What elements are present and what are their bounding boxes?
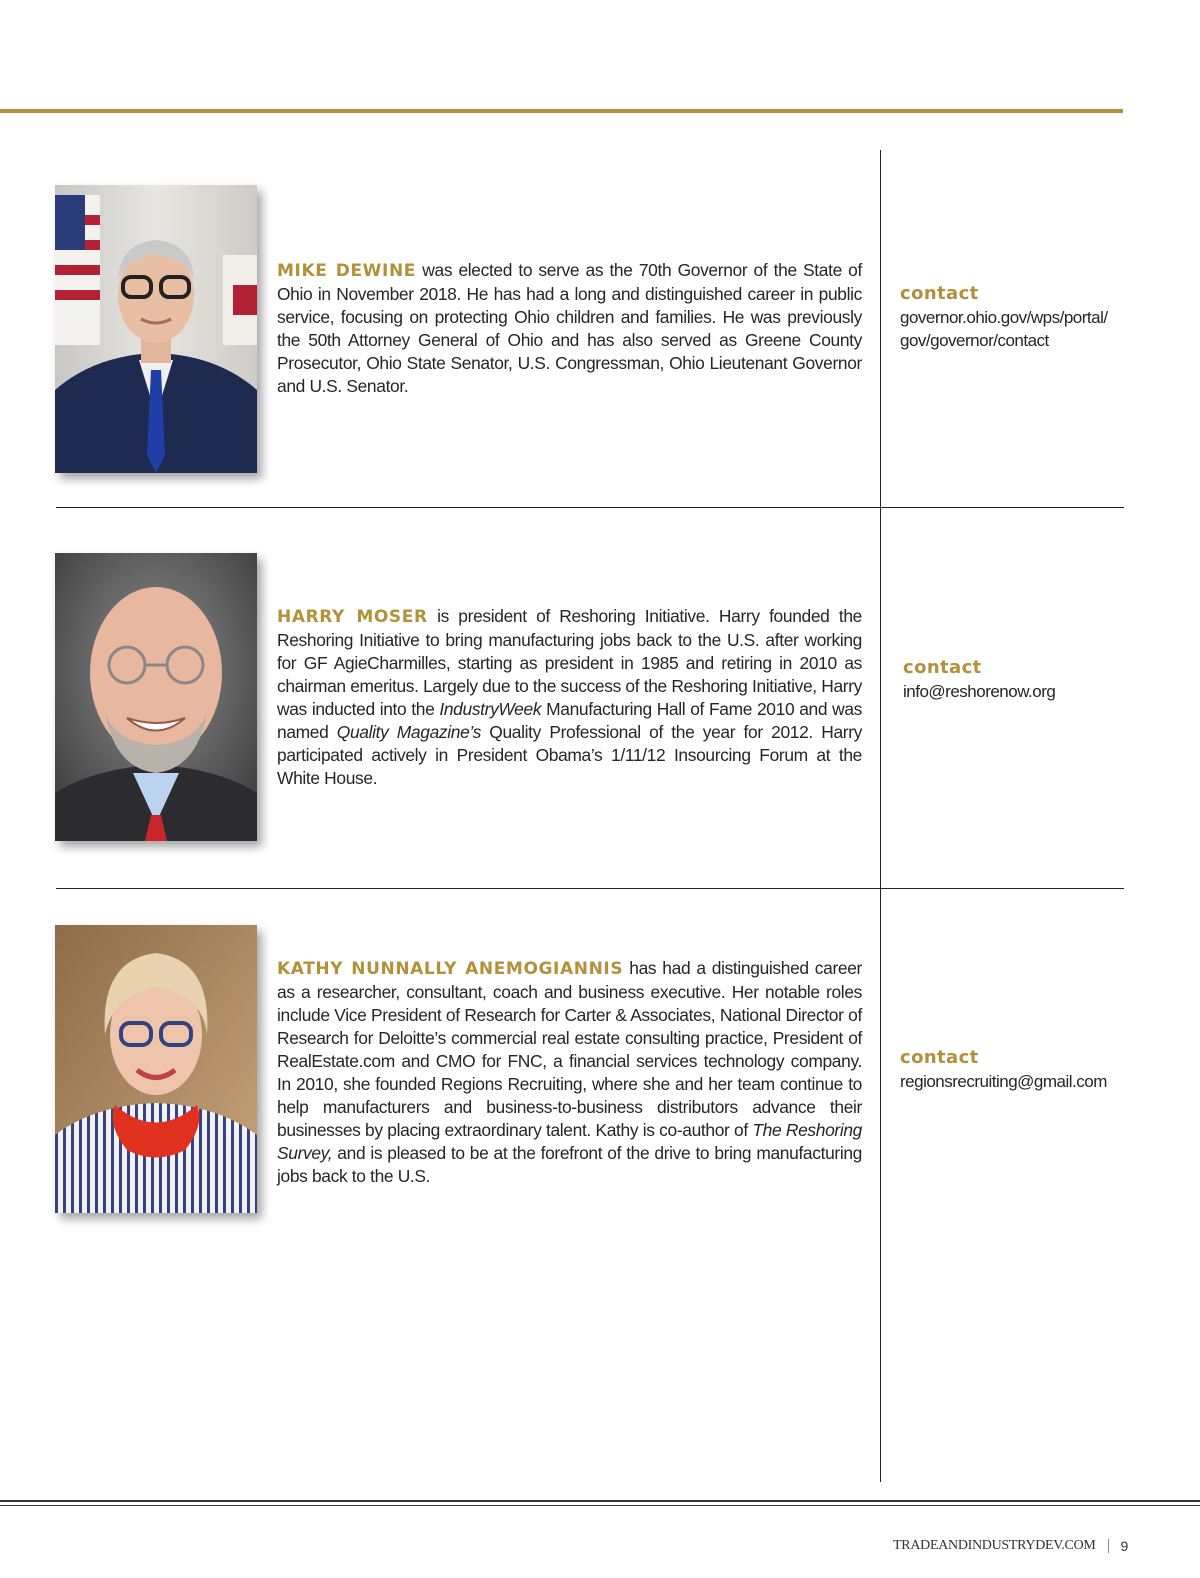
column-divider [880, 150, 881, 1482]
portrait-mike-dewine [55, 185, 257, 473]
footer-rule [0, 1505, 1200, 1506]
bio-text-italic: IndustryWeek [439, 699, 542, 719]
person-name: HARRY MOSER [277, 607, 428, 627]
footer-rule [0, 1500, 1200, 1502]
contact-url[interactable]: governor.ohio.gov/wps/portal/ [900, 308, 1108, 327]
person-name: KATHY NUNNALLY ANEMOGIANNIS [277, 959, 624, 979]
footer-site-url[interactable]: TRADEANDINDUSTRYDEV.COM [893, 1538, 1096, 1553]
bio-text: and is pleased to be at the forefront of the drive to bring manufacturing jobs back to the U.S. [277, 1143, 862, 1186]
contact-email[interactable]: info@reshorenow.org [903, 682, 1056, 701]
contact-label: contact [903, 657, 982, 678]
bio-harry-moser [277, 605, 862, 790]
contact-label: contact [900, 1047, 979, 1068]
bio-text: Manufacturing Hall of Fame 2010 and was named [277, 699, 862, 742]
bio-text: Quality Professional of the year for 2012. Harry participated actively in President Obama’s 1/11/12 Insourcing Forum at the White House. [277, 722, 863, 788]
row-divider [56, 888, 1124, 889]
bio-kathy-nunnally-anemogiannis [277, 957, 862, 1188]
contact-label: contact [900, 283, 979, 304]
page-number: 9 [1120, 1538, 1128, 1554]
bio-text-italic: The Reshoring Survey, [277, 1120, 862, 1163]
contact-block-mike-dewine [900, 282, 1120, 352]
row-divider [56, 507, 1124, 508]
contact-block-harry-moser [903, 656, 1123, 703]
bio-text: was elected to serve as the 70th Governor of the State of Ohio in November 2018. He has had a long and distinguished career in public service, focusing on protecting Ohio children and families. He was previously the 50th Attorney General of Ohio and has also served as Greene County Prosecutor, Ohio State Senator, U.S. Congressman, Ohio Lieutenant Governor and U.S. Senator. [277, 260, 862, 396]
contact-url-continued[interactable]: gov/governor/contact [900, 331, 1049, 350]
bio-text: is president of Reshoring Initiative. Harry founded the Reshoring Initiative to bring manufacturing jobs back to the U.S. after working for GF AgieCharmilles, starting as president in 1985 and retiring in 2010 as chairman emeritus. Largely due to the success of the Reshoring Initiative, Harry was inducted into the [277, 606, 862, 719]
contact-email[interactable]: regionsrecruiting@gmail.com [900, 1072, 1107, 1091]
portrait-harry-moser [55, 553, 257, 841]
bio-text: has had a distinguished career as a researcher, consultant, coach and business executive. Her notable roles include Vice President of Research for Carter & Associates, National Director of Research for Deloitte’s commercial real estate consulting practice, President of RealEstate.com and CMO for FNC, a financial services technology company. In 2010, she founded Regions Recruiting, where she and her team continue to help manufacturers and business-to-business distributors advance their businesses by placing extraordinary talent. Kathy is co-author of [277, 958, 862, 1140]
bio-mike-dewine [277, 259, 862, 398]
top-accent-rule [0, 109, 1123, 113]
bio-text-italic: Quality Magazine’s [336, 722, 481, 742]
portrait-kathy-nunnally-anemogiannis [55, 925, 257, 1213]
contact-block-kathy-nunnally-anemogiannis [900, 1046, 1120, 1093]
person-name: MIKE DEWINE [277, 261, 416, 281]
page-footer [893, 1538, 1128, 1554]
footer-separator [1108, 1539, 1109, 1553]
